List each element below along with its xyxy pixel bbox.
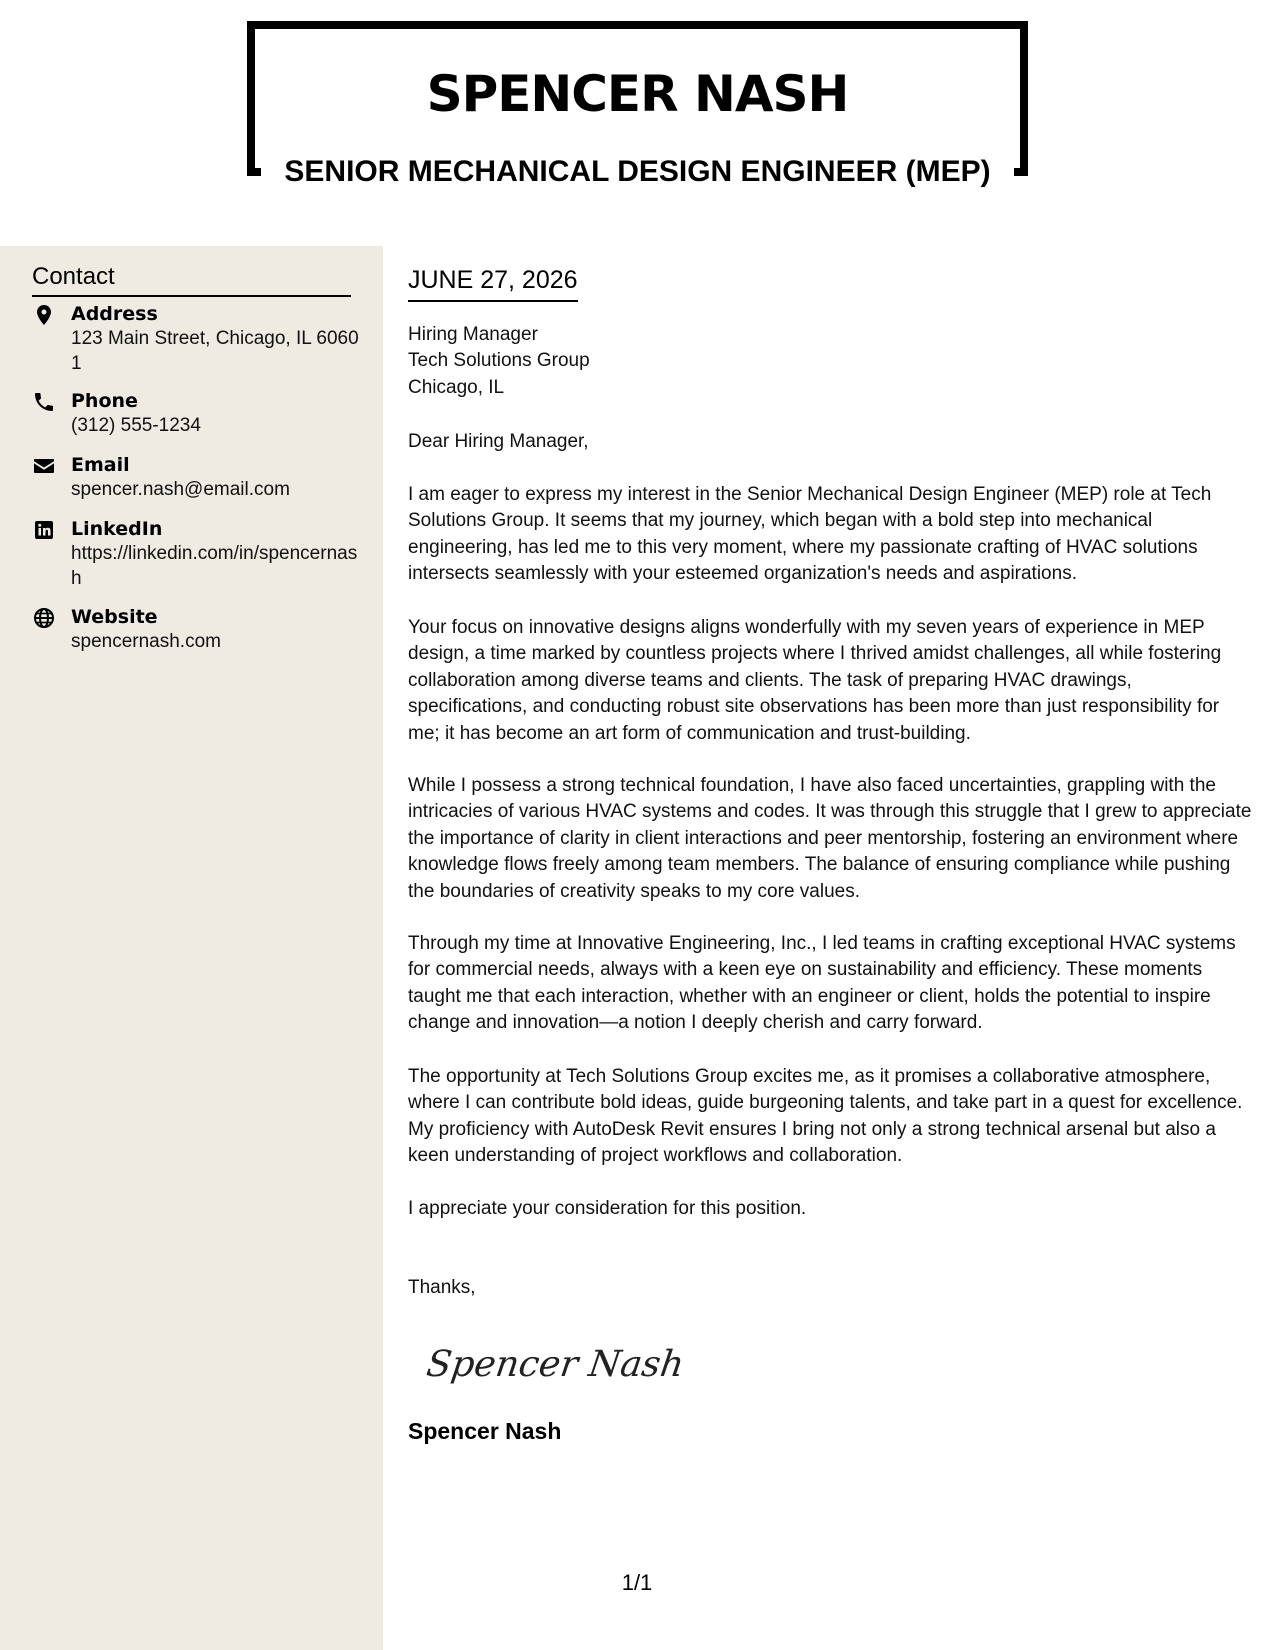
paragraph-4: Through my time at Innovative Engineering, Inc., I led teams in crafting exceptional HVAC systems for commercial needs, always with a keen eye on sustainability and efficiency. These moments taught me that each interaction, whether with an engineer or client, holds the potential to inspire change and innovation—a notion I deeply cherish and carry forward. (408, 933, 1236, 1034)
paragraph-3: While I possess a strong technical foundation, I have also faced uncertainties, grappling with the intricacies of various HVAC systems and codes. It was through this struggle that I grew to appreciate the importance of clarity in client interactions and peer mentorship, fostering an environment where knowledge flows freely among team members. The balance of ensuring compliance while pushing the boundaries of creativity speaks to my core values. (408, 775, 1252, 902)
contact-heading: Contact (32, 261, 351, 297)
page-number: 1/1 (621, 1570, 653, 1595)
contact-label: Phone (71, 390, 138, 412)
contact-label: Email (71, 454, 130, 476)
envelope-icon (32, 454, 56, 478)
signer-name: Spencer Nash (408, 1418, 562, 1444)
paragraph-2: Your focus on innovative designs aligns wonderfully with my seven years of experience in MEP design, a time marked by countless projects where I thrived amidst challenges, all while fostering collaboration among diverse teams and clients. The task of preparing HVAC drawings, specifications, and conducting robust site observations has been more than just responsibility for me; it has become an art form of communication and trust-building. (408, 617, 1222, 744)
contact-website-value[interactable]: spencernash.com (71, 631, 221, 652)
contact-linkedin-value[interactable]: https://linkedin.com/in/spencernash (71, 543, 358, 589)
globe-icon (32, 606, 56, 630)
phone-icon (32, 390, 56, 414)
closing: Thanks, (408, 1277, 476, 1298)
recipient-block (408, 322, 1253, 401)
recipient-line: Hiring Manager (408, 324, 538, 345)
contact-address-value: 123 Main Street, Chicago, IL 60601 (71, 328, 359, 374)
contact-email-value[interactable]: spencer.nash@email.com (71, 479, 290, 500)
recipient-line: Chicago, IL (408, 376, 505, 398)
contact-label: LinkedIn (71, 518, 163, 540)
frame-top-border (247, 21, 1028, 29)
contact-label: Website (71, 606, 158, 628)
contact-phone-value[interactable]: (312) 555-1234 (71, 415, 201, 436)
recipient-line: Tech Solutions Group (408, 350, 590, 372)
contact-sidebar (0, 246, 383, 1650)
letter-date: JUNE 27, 2026 (408, 264, 578, 302)
handwritten-signature (423, 1328, 687, 1403)
paragraph-1: I am eager to express my interest in the Senior Mechanical Design Engineer (MEP) role at Tech Solutions Group. It seems that my journey, which began with a bold step into mechanical engineering, has led me to this very moment, where my passionate crafting of HVAC solutions intersects seamlessly with your esteemed organization's needs and aspirations. (408, 484, 1212, 585)
paragraph-5: The opportunity at Tech Solutions Group excites me, as it promises a collaborative atmosphere, where I can contribute bold ideas, guide burgeoning talents, and take part in a quest for excellence. My proficiency with AutoDesk Revit ensures I bring not only a strong technical arsenal but also a keen understanding of project workflows and collaboration. (408, 1066, 1243, 1167)
applicant-name: SPENCER NASH (426, 65, 849, 123)
contact-label: Address (71, 303, 158, 325)
salutation: Dear Hiring Manager, (408, 431, 589, 452)
linkedin-icon (32, 518, 56, 542)
map-pin-icon (32, 303, 56, 327)
paragraph-6: I appreciate your consideration for this position. (408, 1198, 807, 1219)
signature-text: Spencer Nash (423, 1342, 687, 1385)
job-title: SENIOR MECHANICAL DESIGN ENGINEER (MEP) (284, 155, 991, 188)
